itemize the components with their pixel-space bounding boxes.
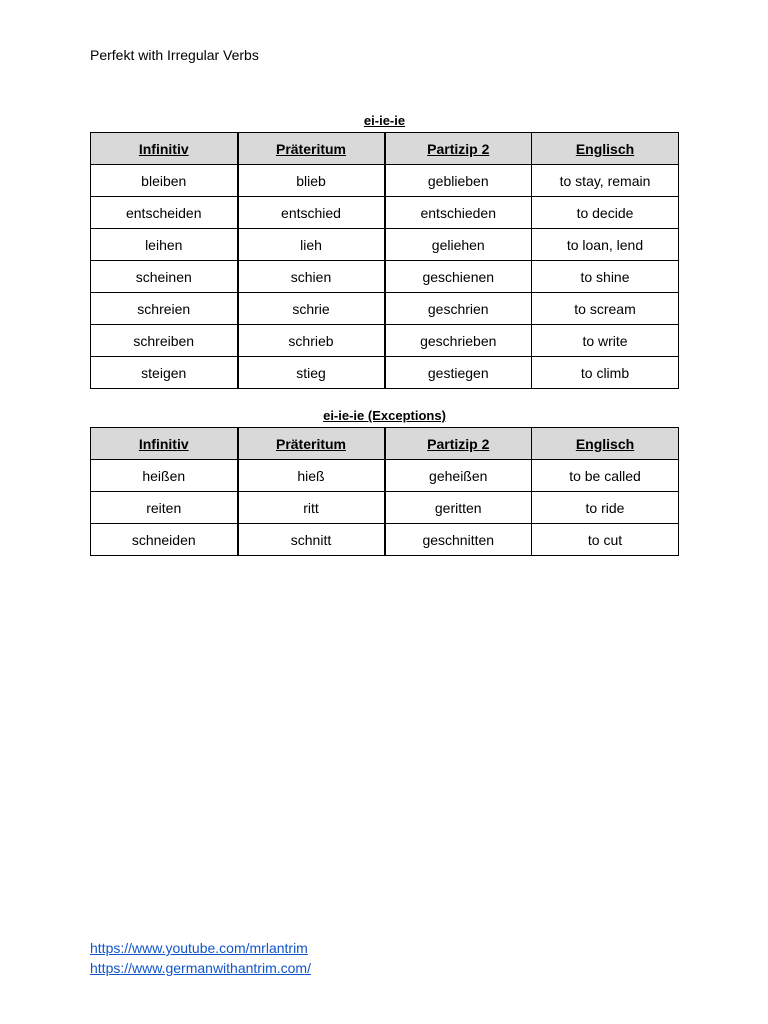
cell-partizip-2: geschnitten	[385, 524, 532, 556]
cell-partizip-2: entschieden	[385, 197, 532, 229]
table-header-row	[91, 428, 679, 460]
document-title: Perfekt with Irregular Verbs	[90, 47, 259, 63]
table-row	[91, 293, 679, 325]
column-header-infinitiv: Infinitiv	[91, 428, 238, 460]
cell-praeteritum: entschied	[238, 197, 385, 229]
cell-englisch: to cut	[532, 524, 679, 556]
table-body	[91, 165, 679, 389]
cell-praeteritum: schien	[238, 261, 385, 293]
cell-englisch: to stay, remain	[532, 165, 679, 197]
table-body	[91, 460, 679, 556]
cell-englisch: to write	[532, 325, 679, 357]
table-header-row	[91, 133, 679, 165]
cell-partizip-2: geritten	[385, 492, 532, 524]
cell-englisch: to be called	[532, 460, 679, 492]
cell-partizip-2: geschrieben	[385, 325, 532, 357]
cell-infinitiv: leihen	[91, 229, 238, 261]
table-row	[91, 492, 679, 524]
cell-partizip-2: gestiegen	[385, 357, 532, 389]
cell-infinitiv: schreien	[91, 293, 238, 325]
cell-englisch: to decide	[532, 197, 679, 229]
cell-infinitiv: scheinen	[91, 261, 238, 293]
table-row	[91, 325, 679, 357]
column-header-partizip-2: Partizip 2	[385, 133, 532, 165]
cell-praeteritum: stieg	[238, 357, 385, 389]
cell-englisch: to loan, lend	[532, 229, 679, 261]
website-link[interactable]: https://www.germanwithantrim.com/	[90, 960, 311, 976]
table-row	[91, 261, 679, 293]
verb-table-ei-ie-ie	[90, 132, 679, 389]
cell-praeteritum: blieb	[238, 165, 385, 197]
table-caption-ei-ie-ie: ei-ie-ie	[363, 113, 406, 128]
column-header-englisch: Englisch	[532, 428, 679, 460]
table-row	[91, 460, 679, 492]
cell-englisch: to ride	[532, 492, 679, 524]
table-row	[91, 165, 679, 197]
verb-table-exceptions	[90, 427, 679, 556]
cell-partizip-2: geschienen	[385, 261, 532, 293]
cell-partizip-2: geheißen	[385, 460, 532, 492]
table-row	[91, 357, 679, 389]
cell-praeteritum: schrie	[238, 293, 385, 325]
youtube-link[interactable]: https://www.youtube.com/mrlantrim	[90, 940, 308, 956]
table-row	[91, 524, 679, 556]
table-row	[91, 197, 679, 229]
cell-infinitiv: schneiden	[91, 524, 238, 556]
column-header-partizip-2: Partizip 2	[385, 428, 532, 460]
column-header-infinitiv: Infinitiv	[91, 133, 238, 165]
column-header-praeteritum: Präteritum	[238, 133, 385, 165]
cell-praeteritum: schrieb	[238, 325, 385, 357]
cell-praeteritum: ritt	[238, 492, 385, 524]
cell-infinitiv: bleiben	[91, 165, 238, 197]
cell-praeteritum: hieß	[238, 460, 385, 492]
cell-infinitiv: entscheiden	[91, 197, 238, 229]
footer-links	[90, 938, 311, 978]
cell-partizip-2: geblieben	[385, 165, 532, 197]
cell-infinitiv: schreiben	[91, 325, 238, 357]
cell-englisch: to shine	[532, 261, 679, 293]
cell-partizip-2: geschrien	[385, 293, 532, 325]
column-header-praeteritum: Präteritum	[238, 428, 385, 460]
cell-infinitiv: heißen	[91, 460, 238, 492]
cell-praeteritum: schnitt	[238, 524, 385, 556]
cell-partizip-2: geliehen	[385, 229, 532, 261]
cell-englisch: to scream	[532, 293, 679, 325]
cell-praeteritum: lieh	[238, 229, 385, 261]
table-row	[91, 229, 679, 261]
cell-infinitiv: reiten	[91, 492, 238, 524]
column-header-englisch: Englisch	[532, 133, 679, 165]
cell-infinitiv: steigen	[91, 357, 238, 389]
table-caption-exceptions: ei-ie-ie (Exceptions)	[323, 408, 446, 423]
cell-englisch: to climb	[532, 357, 679, 389]
